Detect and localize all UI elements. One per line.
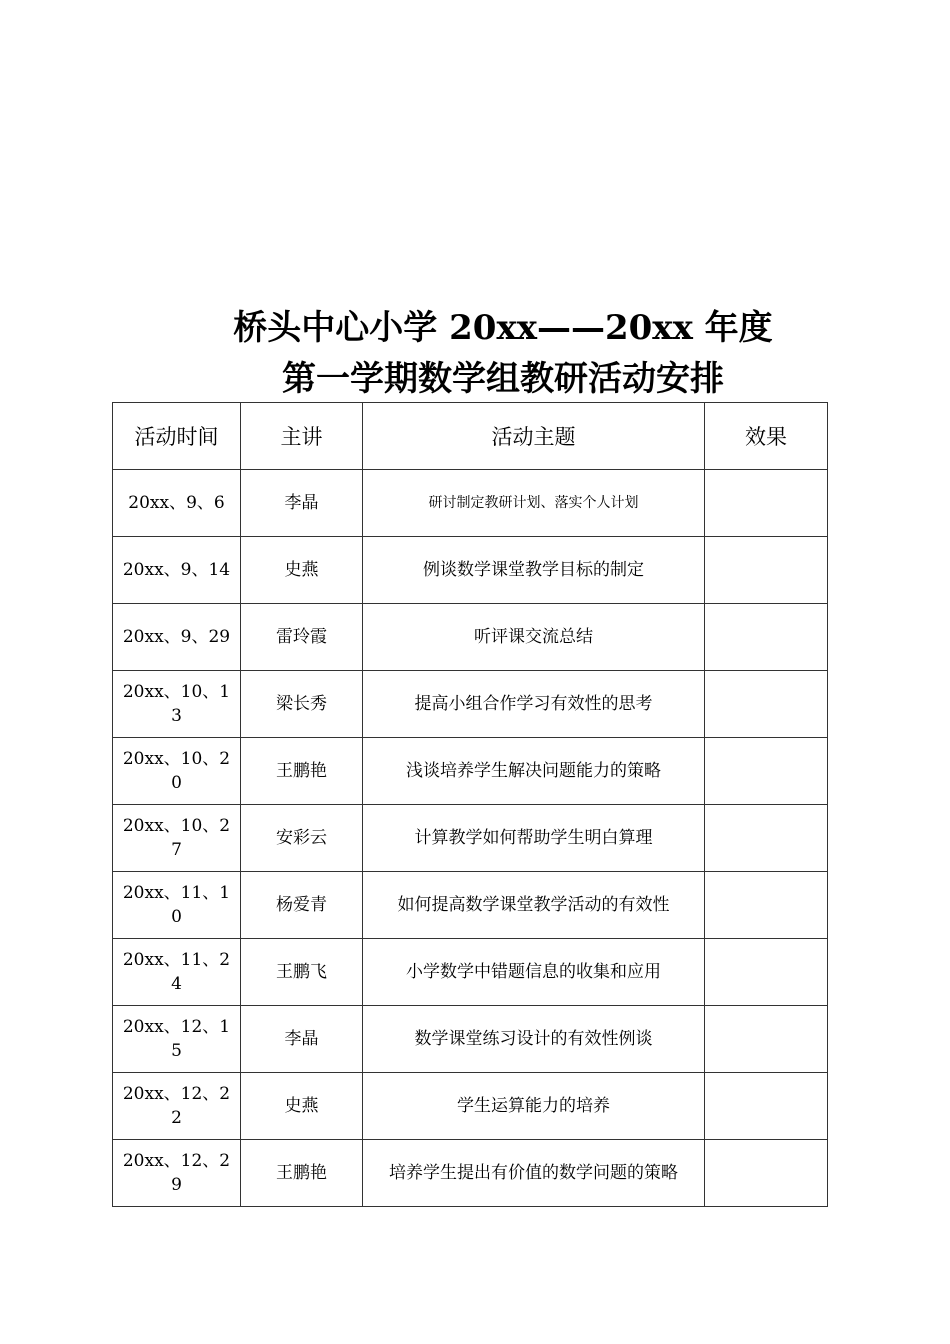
table-row: [113, 470, 828, 537]
table-row: [113, 537, 828, 604]
cell-topic: 研讨制定教研计划、落实个人计划: [363, 470, 705, 537]
cell-topic: 例谈数学课堂教学目标的制定: [363, 537, 705, 604]
cell-date: 20xx、9、14: [113, 537, 241, 604]
cell-speaker: 雷玲霞: [241, 604, 363, 671]
table-row: [113, 1073, 828, 1140]
cell-speaker: 王鹏艳: [241, 1140, 363, 1207]
table-row: [113, 939, 828, 1006]
cell-effect: [705, 939, 828, 1006]
header-activity-time: 活动时间: [113, 403, 241, 470]
document-title-line-2: 第一学期数学组教研活动安排: [282, 359, 724, 399]
cell-date: 20xx、11、24: [113, 939, 241, 1006]
table-row: [113, 1006, 828, 1073]
cell-topic: 培养学生提出有价值的数学问题的策略: [363, 1140, 705, 1207]
cell-effect: [705, 872, 828, 939]
cell-effect: [705, 805, 828, 872]
cell-date: 20xx、10、20: [113, 738, 241, 805]
cell-effect: [705, 1006, 828, 1073]
cell-speaker: 李晶: [241, 1006, 363, 1073]
cell-speaker: 梁长秀: [241, 671, 363, 738]
cell-speaker: 王鹏飞: [241, 939, 363, 1006]
cell-topic: 提高小组合作学习有效性的思考: [363, 671, 705, 738]
cell-speaker: 史燕: [241, 1073, 363, 1140]
cell-effect: [705, 671, 828, 738]
cell-date: 20xx、12、22: [113, 1073, 241, 1140]
cell-effect: [705, 470, 828, 537]
cell-date: 20xx、12、15: [113, 1006, 241, 1073]
header-effect: 效果: [705, 403, 828, 470]
activity-schedule-table: [112, 402, 828, 1207]
cell-effect: [705, 604, 828, 671]
cell-topic: 听评课交流总结: [363, 604, 705, 671]
table-header-row: [113, 403, 828, 470]
cell-topic: 小学数学中错题信息的收集和应用: [363, 939, 705, 1006]
cell-speaker: 杨爱青: [241, 872, 363, 939]
table-row: [113, 671, 828, 738]
cell-speaker: 李晶: [241, 470, 363, 537]
cell-effect: [705, 1140, 828, 1207]
header-speaker: 主讲: [241, 403, 363, 470]
cell-topic: 浅谈培养学生解决问题能力的策略: [363, 738, 705, 805]
cell-effect: [705, 537, 828, 604]
cell-effect: [705, 1073, 828, 1140]
cell-speaker: 王鹏艳: [241, 738, 363, 805]
table-row: [113, 872, 828, 939]
cell-date: 20xx、12、29: [113, 1140, 241, 1207]
document-title-line-1: 桥头中心小学 20xx——20xx 年度: [233, 308, 773, 348]
cell-date: 20xx、10、27: [113, 805, 241, 872]
table-row: [113, 604, 828, 671]
cell-date: 20xx、9、29: [113, 604, 241, 671]
cell-date: 20xx、10、13: [113, 671, 241, 738]
header-activity-topic: 活动主题: [363, 403, 705, 470]
cell-topic: 数学课堂练习设计的有效性例谈: [363, 1006, 705, 1073]
cell-date: 20xx、9、6: [113, 470, 241, 537]
cell-topic: 学生运算能力的培养: [363, 1073, 705, 1140]
table-row: [113, 1140, 828, 1207]
cell-topic: 计算教学如何帮助学生明白算理: [363, 805, 705, 872]
cell-speaker: 安彩云: [241, 805, 363, 872]
table-row: [113, 805, 828, 872]
cell-effect: [705, 738, 828, 805]
cell-date: 20xx、11、10: [113, 872, 241, 939]
cell-speaker: 史燕: [241, 537, 363, 604]
table-row: [113, 738, 828, 805]
cell-topic: 如何提高数学课堂教学活动的有效性: [363, 872, 705, 939]
